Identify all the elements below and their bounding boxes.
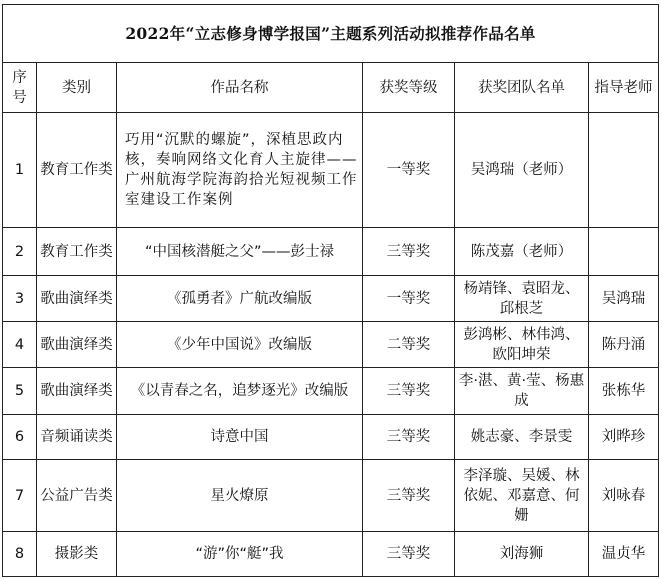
row-category: 音频诵读类 [37,415,117,460]
header-award: 获奖等级 [363,63,455,113]
row-award: 三等奖 [363,368,455,415]
row-index: 5 [3,368,37,415]
table-row [3,276,659,322]
row-index: 2 [3,228,37,276]
row-team: 吴鸿瑞（老师） [455,113,589,228]
row-team: 姚志豪、李景雯 [455,415,589,460]
table-row [3,532,659,577]
row-team: 陈茂嘉（老师） [455,228,589,276]
row-category: 歌曲演绎类 [37,276,117,322]
row-category: 歌曲演绎类 [37,322,117,368]
header-category: 类别 [37,63,117,113]
table-row [3,368,659,415]
row-advisor: 温贞华 [589,532,659,577]
table-row [3,460,659,532]
row-index: 8 [3,532,37,577]
header-work: 作品名称 [117,63,363,113]
row-work: 巧用“沉默的螺旋”，深植思政内核，奏响网络文化育人主旋律——广州航海学院海韵拾光短视频工作室建设工作案例 [117,113,363,228]
header-row [3,63,659,113]
row-category: 歌曲演绎类 [37,368,117,415]
row-award: 三等奖 [363,228,455,276]
row-work: “游”你“艇”我 [117,532,363,577]
row-award: 三等奖 [363,415,455,460]
row-advisor: 陈丹涌 [589,322,659,368]
row-team: 李泽璇、吴媛、林依妮、邓嘉意、何姗 [455,460,589,532]
row-advisor: 刘咏春 [589,460,659,532]
table-row [3,113,659,228]
row-work: “中国核潜艇之父”——彭士禄 [117,228,363,276]
row-index: 7 [3,460,37,532]
row-category: 教育工作类 [37,113,117,228]
row-award: 一等奖 [363,276,455,322]
row-category: 公益广告类 [37,460,117,532]
header-advisor: 指导老师 [589,63,659,113]
row-advisor: 吴鸿瑞 [589,276,659,322]
row-index: 3 [3,276,37,322]
row-team: 刘海狮 [455,532,589,577]
title-row [3,5,659,63]
row-advisor [589,228,659,276]
row-work: 星火燎原 [117,460,363,532]
document-title: 2022年“立志修身博学报国”主题系列活动拟推荐作品名单 [3,5,659,63]
award-table [2,4,659,577]
row-award: 一等奖 [363,113,455,228]
row-work: 《以青春之名，追梦逐光》改编版 [117,368,363,415]
row-work: 《少年中国说》改编版 [117,322,363,368]
header-team: 获奖团队名单 [455,63,589,113]
row-award: 三等奖 [363,532,455,577]
header-index: 序号 [3,63,37,113]
table-row [3,228,659,276]
row-category: 摄影类 [37,532,117,577]
table-row [3,322,659,368]
row-work: 《孤勇者》广航改编版 [117,276,363,322]
row-index: 6 [3,415,37,460]
row-index: 1 [3,113,37,228]
row-team: 杨靖锋、袁昭龙、邱根芝 [455,276,589,322]
row-index: 4 [3,322,37,368]
row-award: 三等奖 [363,460,455,532]
table-row [3,415,659,460]
row-team: 李·湛、黄·莹、杨惠成 [455,368,589,415]
row-team: 彭鸿彬、林伟鸿、欧阳坤荣 [455,322,589,368]
row-work: 诗意中国 [117,415,363,460]
row-advisor: 张栋华 [589,368,659,415]
row-award: 二等奖 [363,322,455,368]
row-advisor [589,113,659,228]
row-category: 教育工作类 [37,228,117,276]
row-advisor: 刘晔珍 [589,415,659,460]
